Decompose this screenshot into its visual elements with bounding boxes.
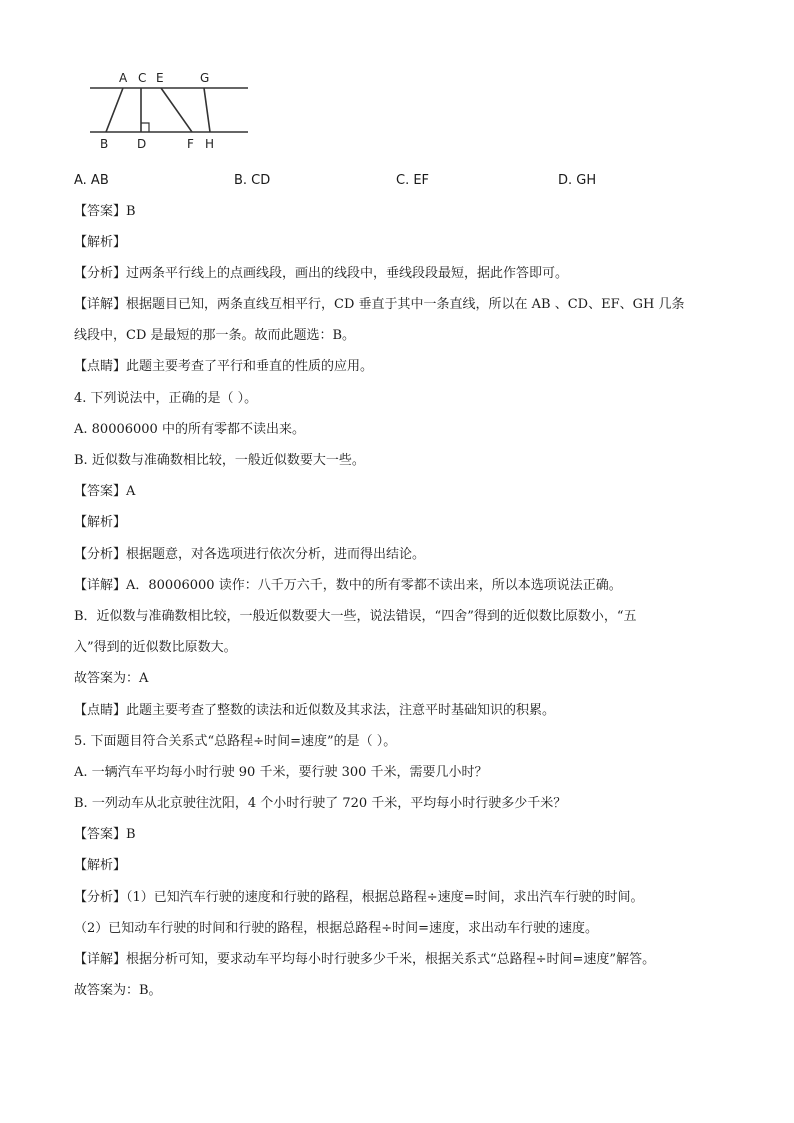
label-b: B <box>100 137 109 151</box>
q3-option-c: C. EF <box>396 173 430 188</box>
q3-xiangjie-line-2: 线段中，CD 是最短的那一条。故而此题选：B。 <box>74 328 356 343</box>
q5-option-a: A. 一辆汽车平均每小时行驶 90 千米，要行驶 300 千米，需要几小时？ <box>74 765 488 780</box>
q4-xiangjie-line-2: B．近似数与准确数相比较，一般近似数要大一些，说法错误，“四舍”得到的近似数比原数小，“五 <box>74 609 637 624</box>
q3-option-b: B. CD <box>234 173 271 188</box>
q4-answer: 【答案】A <box>74 484 136 499</box>
q5-conclusion: 故答案为：B。 <box>74 983 162 998</box>
q3-option-a: A. AB <box>74 173 109 188</box>
q4-xiangjie-line-3: 入”得到的近似数比原数大。 <box>74 640 237 655</box>
q4-fenxi: 【分析】根据题意，对各选项进行依次分析，进而得出结论。 <box>74 547 426 562</box>
segment-gh <box>204 88 210 132</box>
q5-fenxi-line-2: （2）已知动车行驶的时间和行驶的路程，根据总路程÷时间=速度，求出动车行驶的速度。 <box>74 921 599 936</box>
q4-conclusion: 故答案为：A <box>74 671 149 686</box>
q4-dianjing: 【点睛】此题主要考查了整数的读法和近似数及其求法，注意平时基础知识的积累。 <box>74 703 556 718</box>
q3-option-d: D. GH <box>558 173 597 188</box>
q5-answer: 【答案】B <box>74 827 136 842</box>
segment-ef <box>161 88 192 132</box>
label-h: H <box>205 137 215 151</box>
q4-xiangjie-line-1: 【详解】A．80006000 读作：八千万六千，数中的所有零都不读出来，所以本选项说法正确。 <box>74 578 622 593</box>
label-d: D <box>137 137 147 151</box>
segment-ab <box>106 88 123 132</box>
q5-analysis-heading: 【解析】 <box>74 858 127 873</box>
q5-question: 5. 下面题目符合关系式“总路程÷时间=速度”的是（ ）。 <box>74 734 397 749</box>
right-angle-mark <box>141 123 149 132</box>
q3-xiangjie-line-1: 【详解】根据题目已知，两条直线互相平行，CD 垂直于其中一条直线，所以在 AB 、CD、EF、GH 几条 <box>74 297 685 312</box>
label-g: G <box>200 71 210 85</box>
q3-fenxi: 【分析】过两条平行线上的点画线段，画出的线段中，垂线段段最短，据此作答即可。 <box>74 266 569 281</box>
q5-fenxi-line-1: 【分析】（1）已知汽车行驶的速度和行驶的路程，根据总路程÷速度=时间，求出汽车行驶的时间。 <box>74 890 644 905</box>
q4-option-a: A. 80006000 中的所有零都不读出来。 <box>74 422 305 437</box>
label-c: C <box>138 71 147 85</box>
q3-answer: 【答案】B <box>74 204 136 219</box>
q3-analysis-heading: 【解析】 <box>74 235 127 250</box>
q3-dianjing: 【点睛】此题主要考查了平行和垂直的性质的应用。 <box>74 359 374 374</box>
label-f: F <box>187 137 194 151</box>
label-e: E <box>156 71 164 85</box>
q4-question: 4. 下列说法中，正确的是（ ）。 <box>74 391 258 406</box>
parallel-lines-figure <box>88 66 258 156</box>
q5-xiangjie: 【详解】根据分析可知，要求动车平均每小时行驶多少千米，根据关系式“总路程÷时间=速度”解答。 <box>74 952 656 967</box>
q5-option-b: B. 一列动车从北京驶往沈阳，4 个小时行驶了 720 千米，平均每小时行驶多少千米？ <box>74 796 567 811</box>
parallel-lines-diagram <box>88 66 258 156</box>
q4-analysis-heading: 【解析】 <box>74 515 127 530</box>
q4-option-b: B. 近似数与准确数相比较，一般近似数要大一些。 <box>74 453 365 468</box>
label-a: A <box>119 71 128 85</box>
